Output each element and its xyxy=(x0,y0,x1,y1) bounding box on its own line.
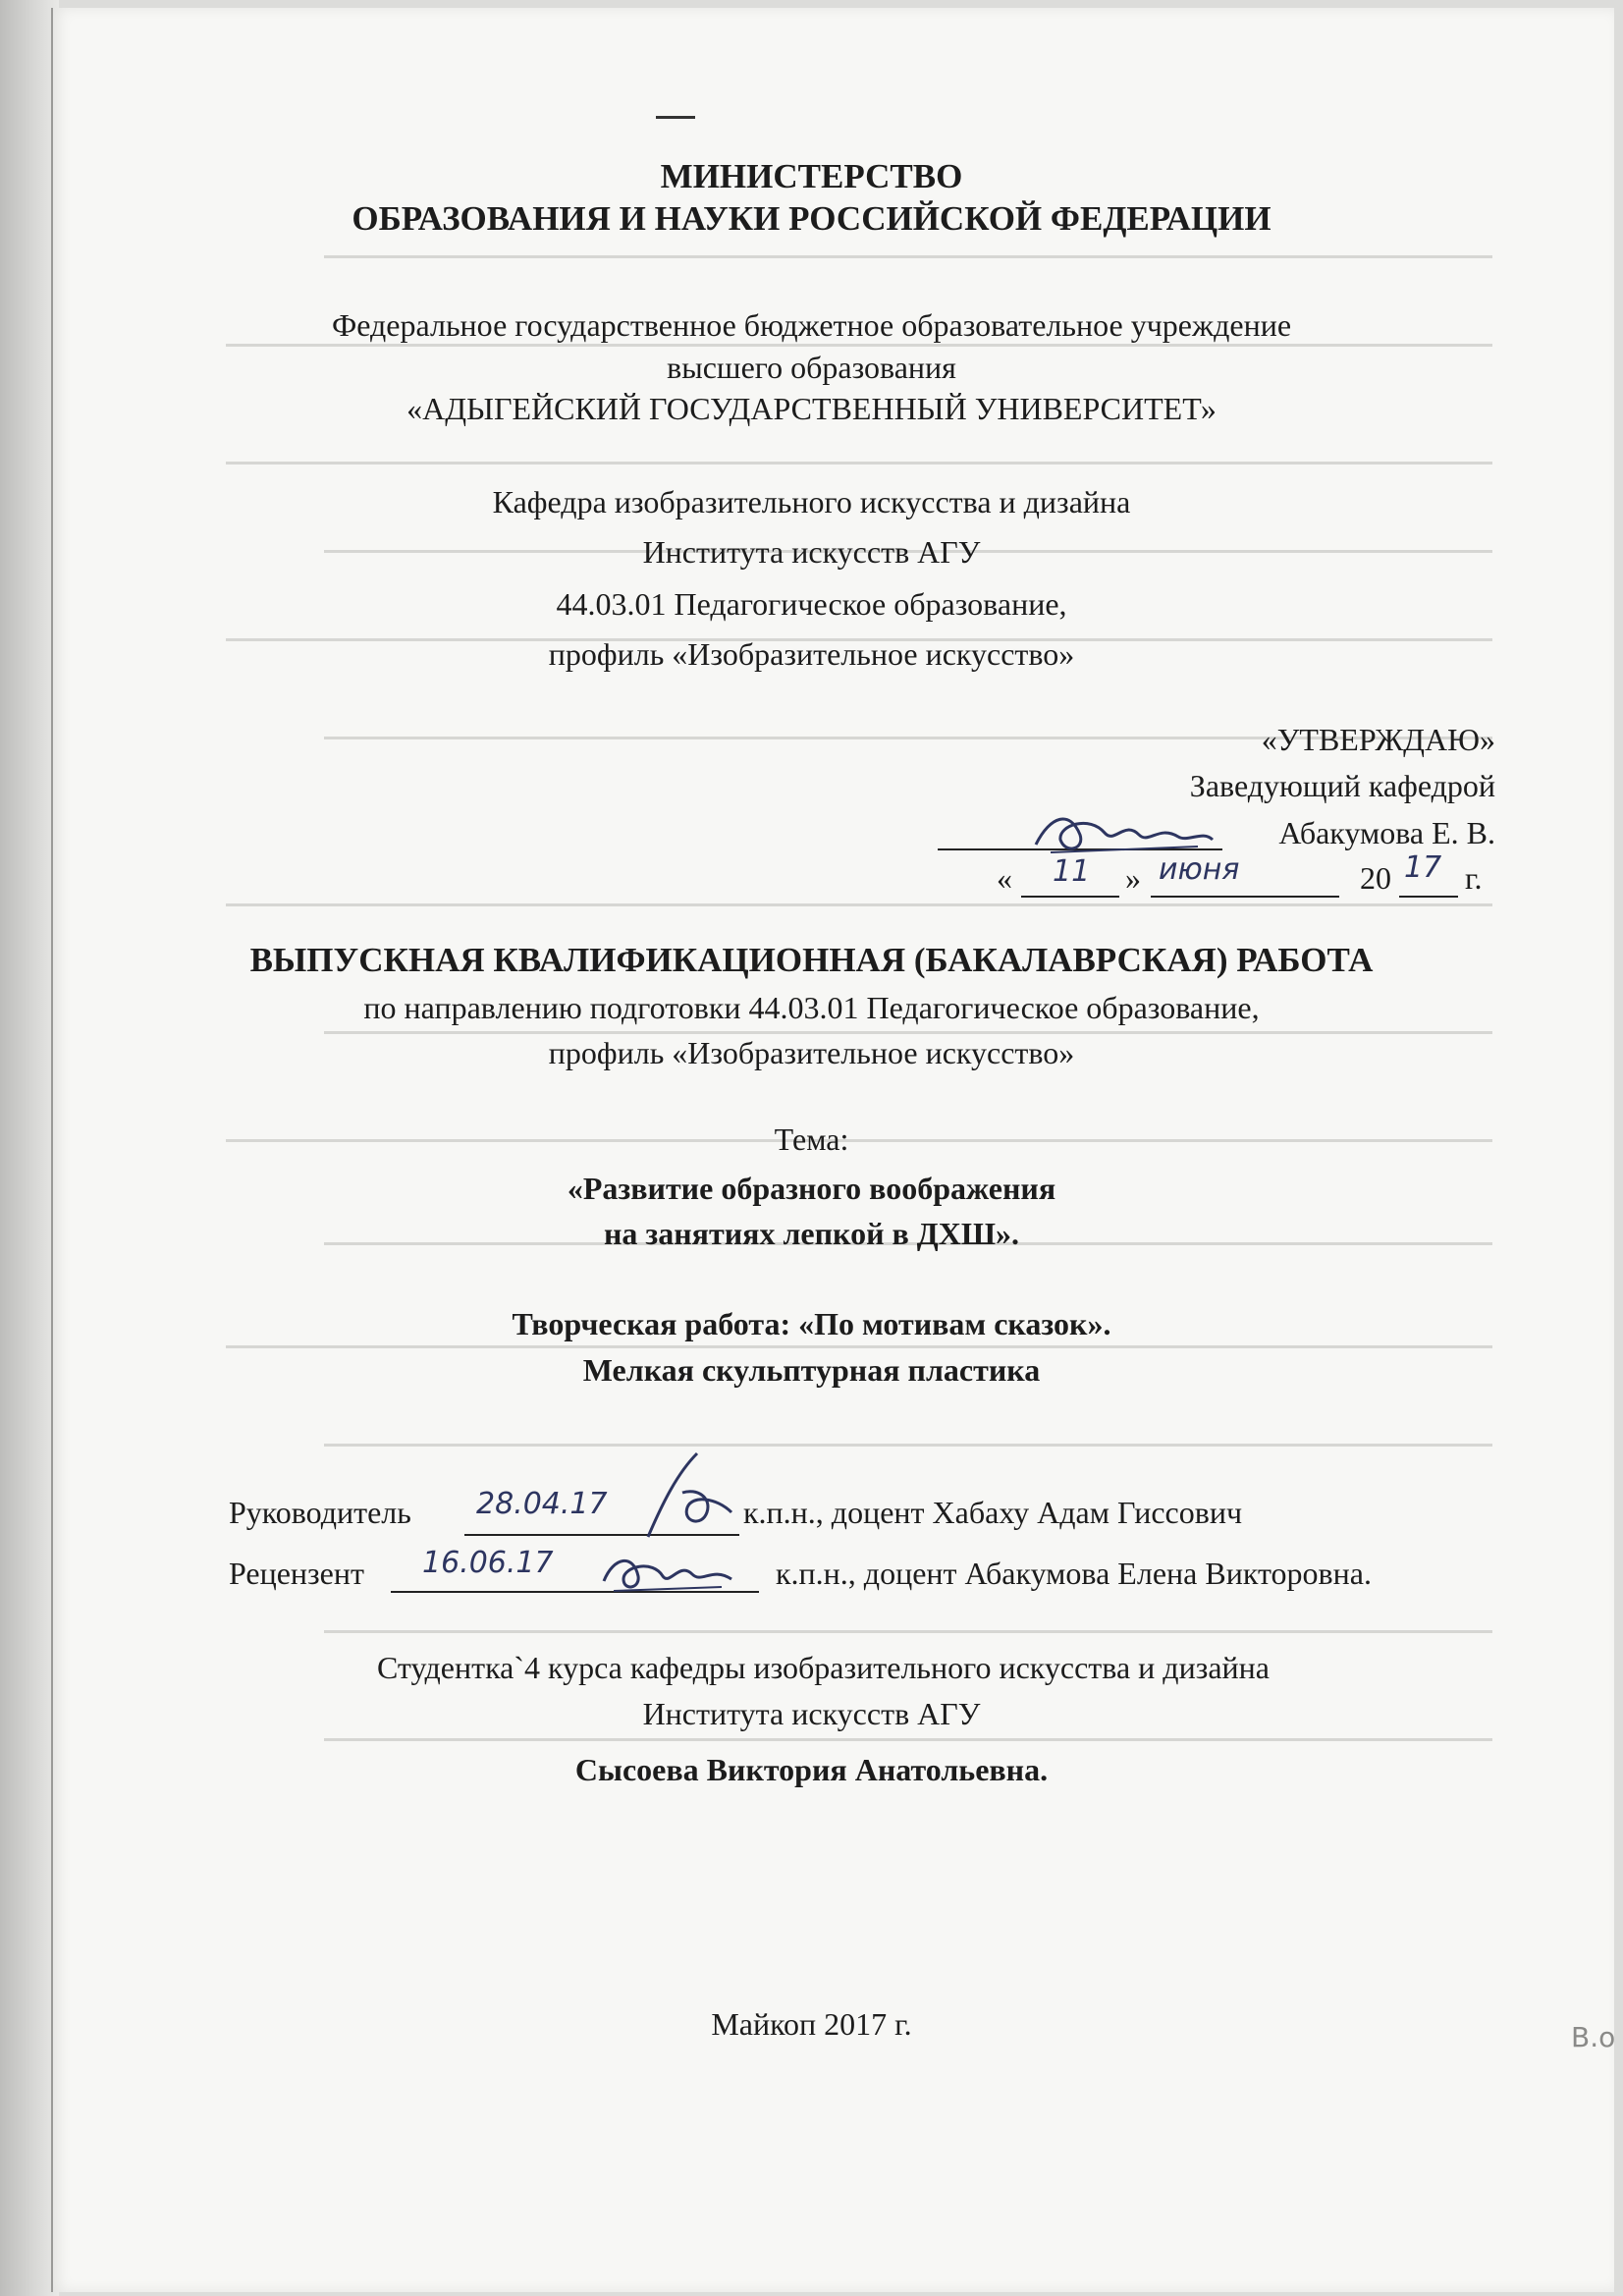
institution-line-1: Федеральное государственное бюджетное образовательное учреждение xyxy=(331,307,1292,343)
advisor-date-handwritten: 28.04.17 xyxy=(476,1487,608,1521)
reviewer-label: Рецензент xyxy=(229,1556,364,1591)
approval-year-handwritten: 17 xyxy=(1404,850,1442,885)
work-title: ВЫПУСКНАЯ КВАЛИФИКАЦИОННАЯ (БАКАЛАВРСКАЯ) РАБОТА xyxy=(249,941,1374,979)
student-line-2: Института искусств АГУ xyxy=(642,1696,981,1731)
approval-stamp: «УТВЕРЖДАЮ» xyxy=(1261,722,1495,757)
approval-year-line xyxy=(1399,896,1458,898)
student-line-1: Студентка`4 курса кафедры изобразительного искусства и дизайна xyxy=(377,1650,1270,1685)
department-line-2: Института искусств АГУ xyxy=(642,534,981,570)
institution-line-2: высшего образования xyxy=(667,350,956,385)
approval-position: Заведующий кафедрой xyxy=(1189,768,1495,803)
creative-work-line-2: Мелкая скульптурная пластика xyxy=(582,1352,1041,1388)
reviewer-info: к.п.н., доцент Абакумова Елена Викторовна. xyxy=(776,1556,1372,1591)
reviewer-date-handwritten: 16.06.17 xyxy=(422,1546,554,1580)
theme-line-1: «Развитие образного воображения xyxy=(567,1171,1056,1206)
advisor-signature xyxy=(638,1444,746,1552)
work-direction: по направлению подготовки 44.03.01 Педагогическое образование, xyxy=(363,990,1260,1025)
theme-line-2: на занятиях лепкой в ДХШ». xyxy=(603,1216,1020,1251)
advisor-label: Руководитель xyxy=(229,1495,411,1530)
advisor-info: к.п.н., доцент Хабаху Адам Гиссович xyxy=(743,1495,1243,1530)
department-line-3: 44.03.01 Педагогическое образование, xyxy=(556,586,1067,622)
approval-day-handwritten: 11 xyxy=(1053,854,1091,889)
approval-month-handwritten: июня xyxy=(1159,852,1240,887)
margin-mark: В.о xyxy=(1571,2021,1616,2053)
theme-label: Тема: xyxy=(774,1121,849,1157)
creative-work-line-1: Творческая работа: «По мотивам сказок». xyxy=(512,1306,1111,1341)
approval-month-line xyxy=(1151,896,1339,898)
ministry-line-2: ОБРАЗОВАНИЯ И НАУКИ РОССИЙСКОЙ ФЕДЕРАЦИИ xyxy=(352,199,1271,238)
approval-year-prefix: 20 xyxy=(1360,860,1391,896)
approval-date-close: » xyxy=(1125,860,1141,896)
top-dash-mark xyxy=(656,116,695,119)
approval-name: Абакумова Е. В. xyxy=(1278,815,1495,850)
approval-day-line xyxy=(1021,896,1119,898)
work-profile: профиль «Изобразительное искусство» xyxy=(548,1035,1075,1070)
university-name: «АДЫГЕЙСКИЙ ГОСУДАРСТВЕННЫЙ УНИВЕРСИТЕТ» xyxy=(406,391,1217,426)
student-name: Сысоева Виктория Анатольевна. xyxy=(574,1752,1049,1787)
approval-year-suffix: г. xyxy=(1465,860,1483,896)
reviewer-signature xyxy=(599,1542,736,1601)
department-line-1: Кафедра изобразительного искусства и дизайна xyxy=(492,484,1131,519)
approval-date-open: « xyxy=(997,860,1012,896)
city-year: Майкоп 2017 г. xyxy=(711,2006,912,2042)
ministry-line-1: МИНИСТЕРСТВО xyxy=(660,157,963,195)
department-line-4: профиль «Изобразительное искусство» xyxy=(548,636,1075,672)
